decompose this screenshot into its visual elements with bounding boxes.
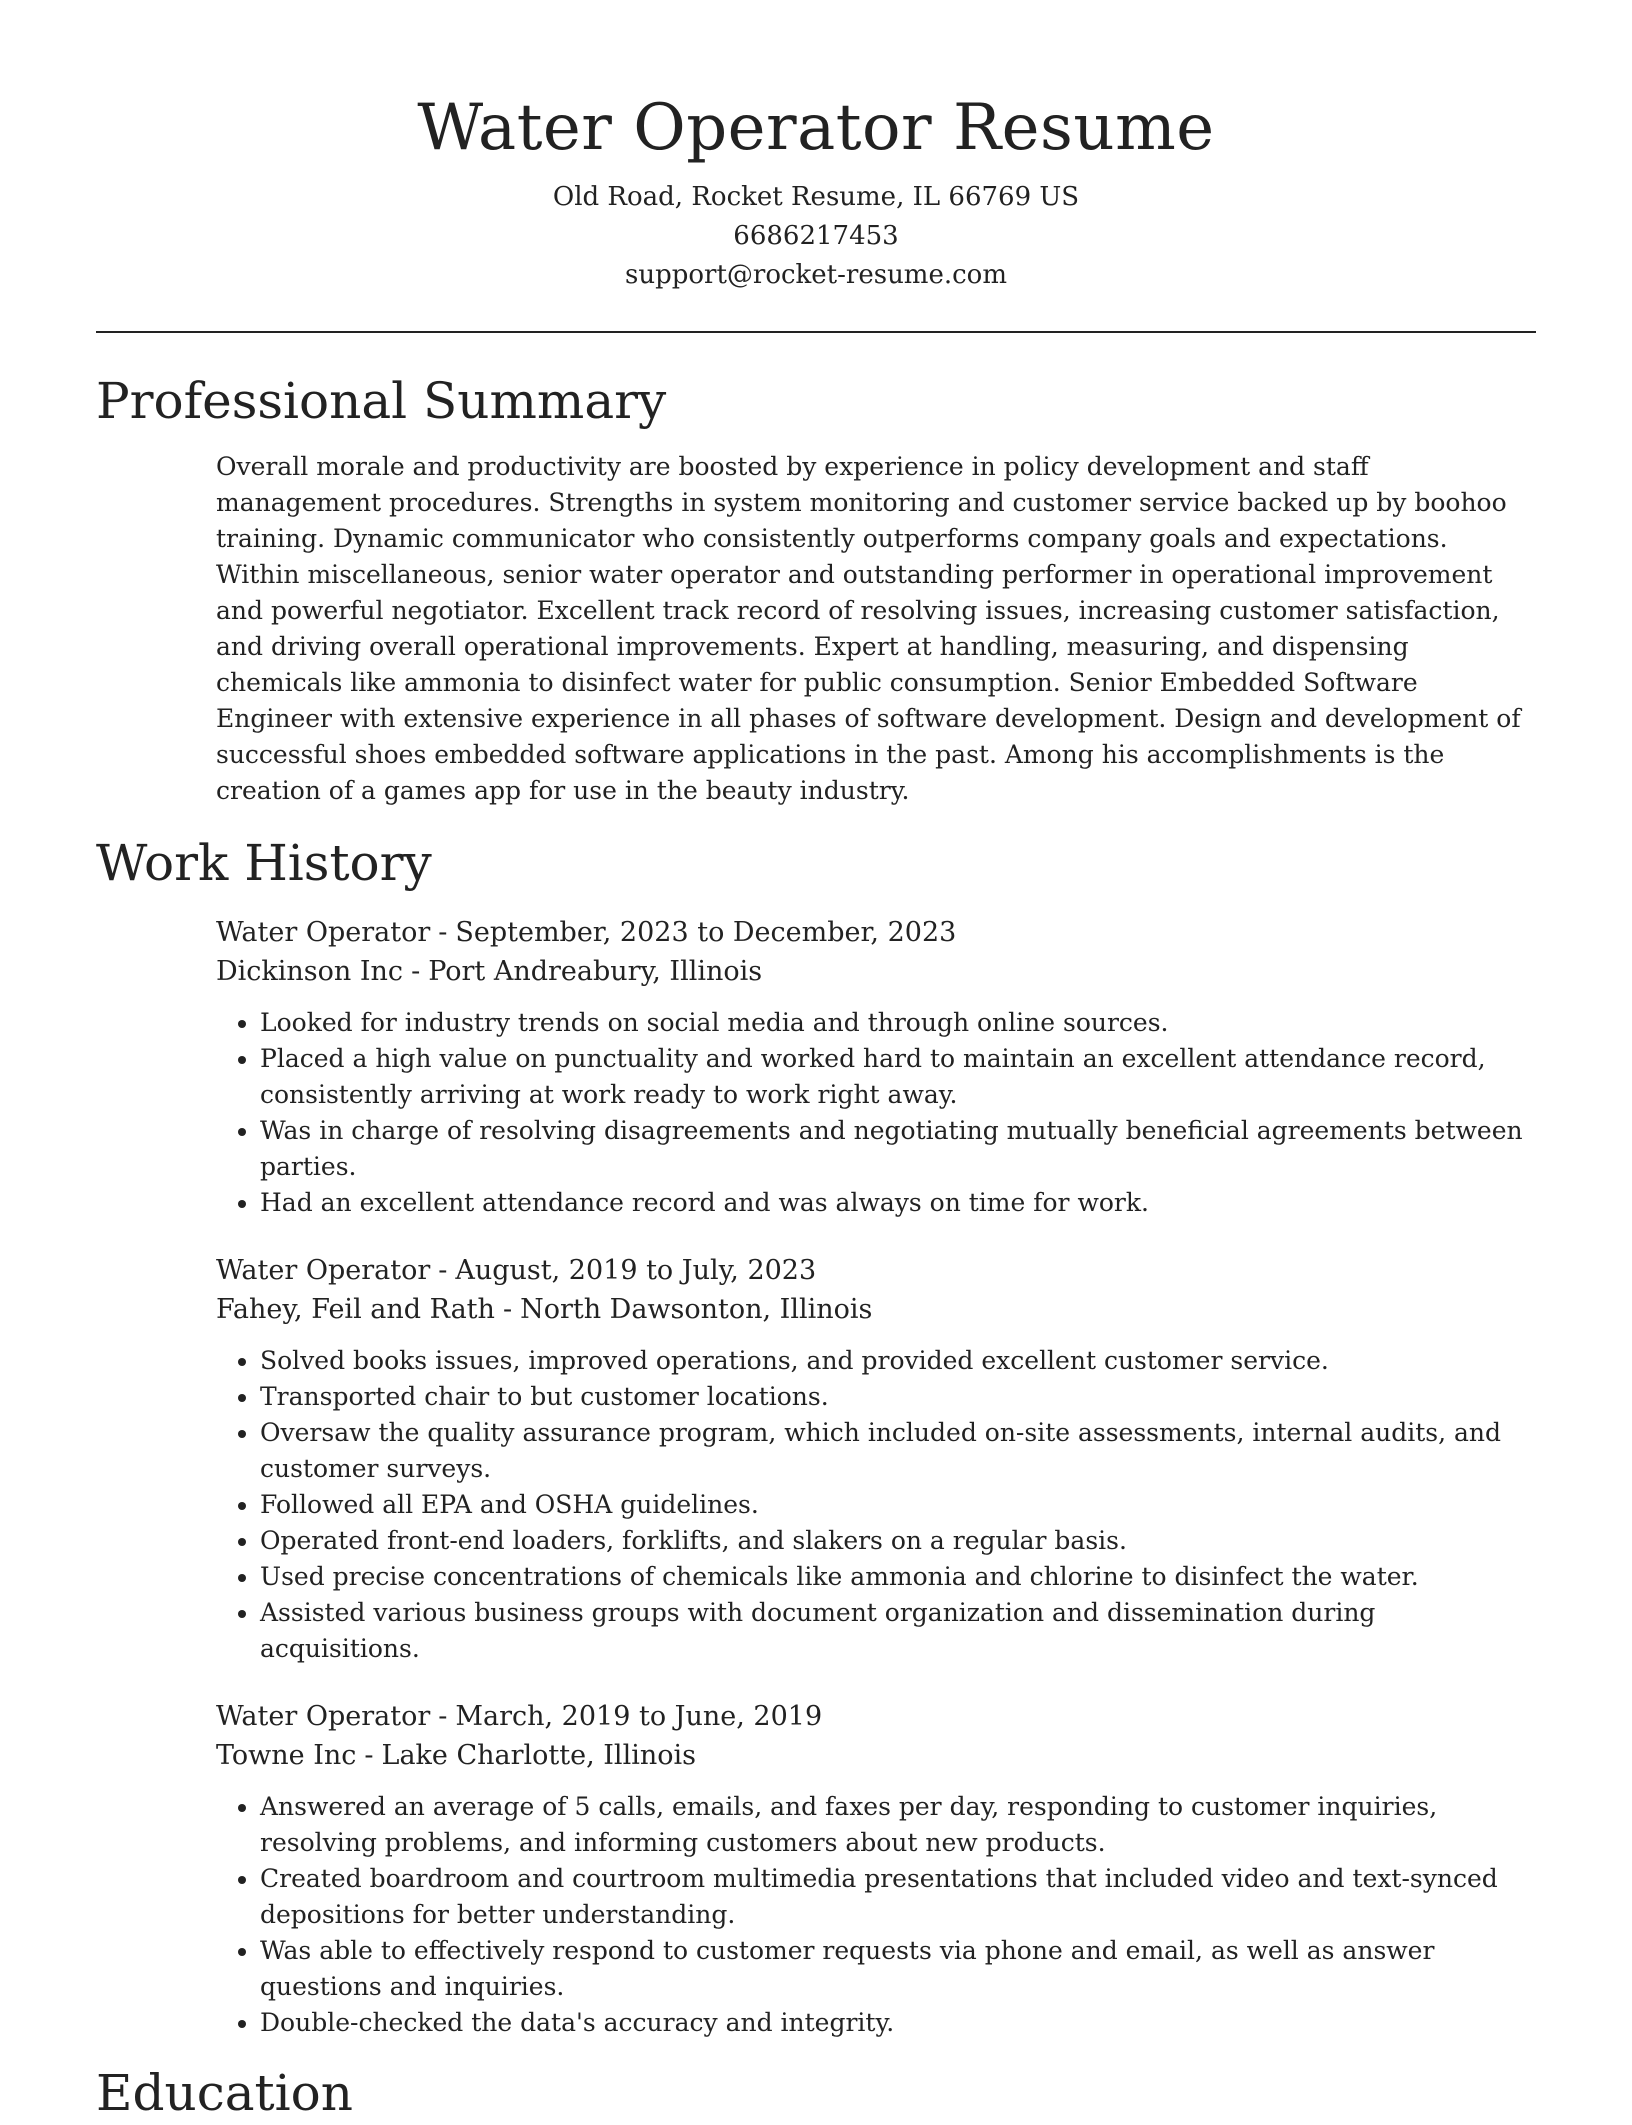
summary-paragraph: Overall morale and productivity are boosted by experience in policy development and staff management procedures. Strengths in system monitoring and customer service backed up by boohoo training. Dynamic communicator who consistently outperforms company goals and expectations. Within miscellaneous, senior water operator and outstanding performer in operational improvement and powerful negotiator. Excellent track record of resolving issues, increasing customer satisfaction, and driving overall operational improvements. Expert at handling, measuring, and dispensing chemicals like ammonia to disinfect water for public consumption. Senior Embedded Software Engineer with extensive experience in all phases of software development. Design and development of successful shoes embedded software applications in the past. Among his accomplishments is the creation of a games app for use in the beauty industry. <box>216 452 1521 805</box>
bullet-item: • Placed a high value on punctuality and worked hard to maintain an excellent attendance record, consistently arriving at work ready to work right away. <box>260 1041 1536 1113</box>
job-separator: - <box>438 1255 448 1286</box>
job-dates: August, 2019 to July, 2023 <box>455 1255 817 1286</box>
bullet-item: • Assisted various business groups with document organization and dissemination during acquisitions. <box>260 1595 1536 1667</box>
job-company-line <box>216 1736 1536 1775</box>
resume-title: Water Operator Resume <box>417 91 1215 165</box>
section-title-education: Education <box>96 2064 353 2122</box>
contact-address: Old Road, Rocket Resume, IL 66769 US <box>552 182 1080 212</box>
section-title-work-history: Work History <box>96 834 432 892</box>
job-company-line <box>216 1290 1536 1329</box>
bullet-item: • Oversaw the quality assurance program, which included on-site assessments, internal audits, and customer surveys. <box>260 1415 1536 1487</box>
bullet-item: • Followed all EPA and OSHA guidelines. <box>260 1487 1536 1523</box>
job-location: North Dawsonton, Illinois <box>520 1294 873 1325</box>
job-company-line <box>216 952 1536 991</box>
job-separator: - <box>502 1294 513 1325</box>
job-dates: September, 2023 to December, 2023 <box>455 917 957 948</box>
contact-phone: 6686217453 <box>733 221 899 251</box>
header-divider <box>96 331 1536 333</box>
job-bullets <box>216 1005 1536 1221</box>
job-separator: - <box>411 956 421 987</box>
bullet-item: • Used precise concentrations of chemicals like ammonia and chlorine to disinfect the water. <box>260 1559 1536 1595</box>
bullet-item: • Had an excellent attendance record and was always on time for work. <box>260 1185 1536 1221</box>
job-entry <box>216 1697 1536 2041</box>
bullet-item: • Answered an average of 5 calls, emails, and faxes per day, responding to customer inquiries, resolving problems, and informing customers about new products. <box>260 1789 1536 1861</box>
contact-info <box>96 178 1536 295</box>
bullet-item: • Operated front-end loaders, forklifts, and slakers on a regular basis. <box>260 1523 1536 1559</box>
job-title-line <box>216 1697 1536 1736</box>
job-title-line <box>216 1251 1536 1290</box>
job-title: Water Operator <box>216 917 431 948</box>
job-separator: - <box>438 1701 448 1732</box>
job-location: Lake Charlotte, Illinois <box>381 1740 696 1771</box>
job-company: Fahey, Feil and Rath <box>216 1294 495 1325</box>
job-company: Dickinson Inc <box>216 956 404 987</box>
job-bullets <box>216 1343 1536 1667</box>
bullet-item: • Double-checked the data's accuracy and integrity. <box>260 2005 1536 2041</box>
job-title: Water Operator <box>216 1701 431 1732</box>
job-title: Water Operator <box>216 1255 431 1286</box>
bullet-item: • Looked for industry trends on social media and through online sources. <box>260 1005 1536 1041</box>
job-separator: - <box>438 917 448 948</box>
job-entry <box>216 1251 1536 1667</box>
bullet-item: • Was in charge of resolving disagreements and negotiating mutually beneficial agreements between parties. <box>260 1113 1536 1185</box>
job-separator: - <box>364 1740 374 1771</box>
job-title-line <box>216 913 1536 952</box>
job-entry <box>216 913 1536 1221</box>
job-company: Towne Inc <box>216 1740 357 1771</box>
work-history-list <box>216 913 1536 2041</box>
bullet-item: • Transported chair to but customer locations. <box>260 1379 1536 1415</box>
section-title-summary: Professional Summary <box>96 372 667 430</box>
resume-page <box>96 0 1536 2125</box>
bullet-item: • Was able to effectively respond to customer requests via phone and email, as well as answer questions and inquiries. <box>260 1933 1536 2005</box>
bullet-item: • Created boardroom and courtroom multimedia presentations that included video and text-synced depositions for better understanding. <box>260 1861 1536 1933</box>
job-bullets <box>216 1789 1536 2041</box>
job-location: Port Andreabury, Illinois <box>428 956 763 987</box>
bullet-item: • Solved books issues, improved operations, and provided excellent customer service. <box>260 1343 1536 1379</box>
resume-header <box>96 0 1536 295</box>
contact-email: support@rocket-resume.com <box>624 260 1007 290</box>
job-dates: March, 2019 to June, 2019 <box>455 1701 823 1732</box>
